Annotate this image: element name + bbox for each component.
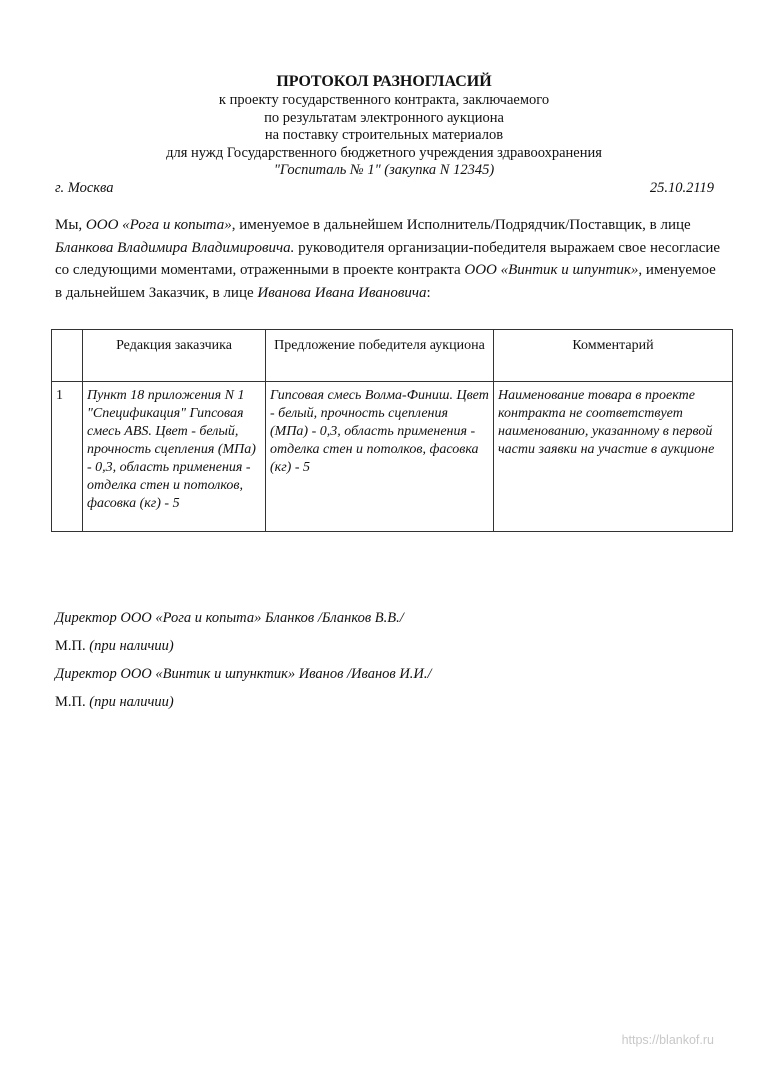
executor-name: ООО «Рога и копыта» [85, 217, 232, 233]
header-comment: Комментарий [494, 330, 733, 382]
customer-version-cell: Пункт 18 приложения N 1 "Спецификация" Гипсовая смесь ABS. Цвет - белый, прочность сцепления (МПа) - 0,3, область применения - отделка стен и потолков, фасовка (кг) - 5 [83, 382, 266, 532]
table-row [52, 382, 733, 532]
customer-signature: Директор ООО «Винтик и шпунктик» Иванов /Иванов И.И./ [55, 666, 432, 682]
executor-representative: Бланкова Владимира Владимировича. [55, 239, 295, 256]
executor-signature: Директор ООО «Рога и копыта» Бланков /Бланков В.В./ [55, 610, 404, 626]
winner-proposal-cell: Гипсовая смесь Волма-Финиш. Цвет - белый, прочность сцепления (МПа) - 0,3, область применения - отделка стен и потолков, фасовка (кг) - 5 [266, 382, 494, 532]
stamp-label: М.П. [55, 638, 86, 654]
header-winner-proposal: Предложение победителя аукциона [266, 330, 494, 382]
row-number: 1 [52, 382, 83, 532]
stamp-line-1 [55, 638, 174, 655]
intro-text: , именуемое в дальнейшем Заказчик, в лице [55, 262, 716, 301]
customer-name: ООО «Винтик и шпунтик» [464, 262, 639, 278]
subtitle-line: к проекту государственного контракта, заключаемого [218, 92, 550, 108]
document-city: г. Москва [55, 180, 114, 196]
subtitle-line: по результатам электронного аукциона [264, 109, 504, 126]
header-customer-version: Редакция заказчика [83, 330, 266, 382]
document-subtitle [0, 92, 768, 180]
intro-text: : [426, 284, 431, 301]
subtitle-line: для нужд Государственного бюджетного учреждения здравоохранения [166, 144, 602, 161]
stamp-line-2 [55, 694, 174, 711]
disagreement-table [51, 329, 733, 532]
subtitle-line: на поставку строительных материалов [264, 127, 504, 144]
stamp-label: М.П. [55, 694, 86, 710]
stamp-note: (при наличии) [89, 638, 174, 654]
intro-text: Мы, [55, 217, 86, 233]
subtitle-line: "Госпиталь № 1" (закупка N 12345) [273, 162, 495, 179]
document-title: ПРОТОКОЛ РАЗНОГЛАСИЙ [276, 73, 492, 90]
stamp-note: (при наличии) [89, 694, 174, 710]
comment-cell: Наименование товара в проекте контракта не соответствует наименованию, указанному в первой части заявки на участие в аукционе [494, 382, 733, 532]
intro-paragraph [55, 214, 725, 304]
intro-text: , именуемое в дальнейшем Исполнитель/Подрядчик/Поставщик, в лице [231, 217, 691, 233]
watermark-link: https://blankof.ru [621, 1033, 714, 1047]
header-number [52, 330, 83, 382]
document-date: 25.10.2119 [649, 180, 714, 196]
customer-representative: Иванова Ивана Ивановича [257, 284, 427, 301]
table-header-row [52, 330, 733, 382]
intro-text: руководителя организации-победителя выражаем свое несогласие со следующими моментами, отраженными в проекте контракта [55, 239, 721, 278]
